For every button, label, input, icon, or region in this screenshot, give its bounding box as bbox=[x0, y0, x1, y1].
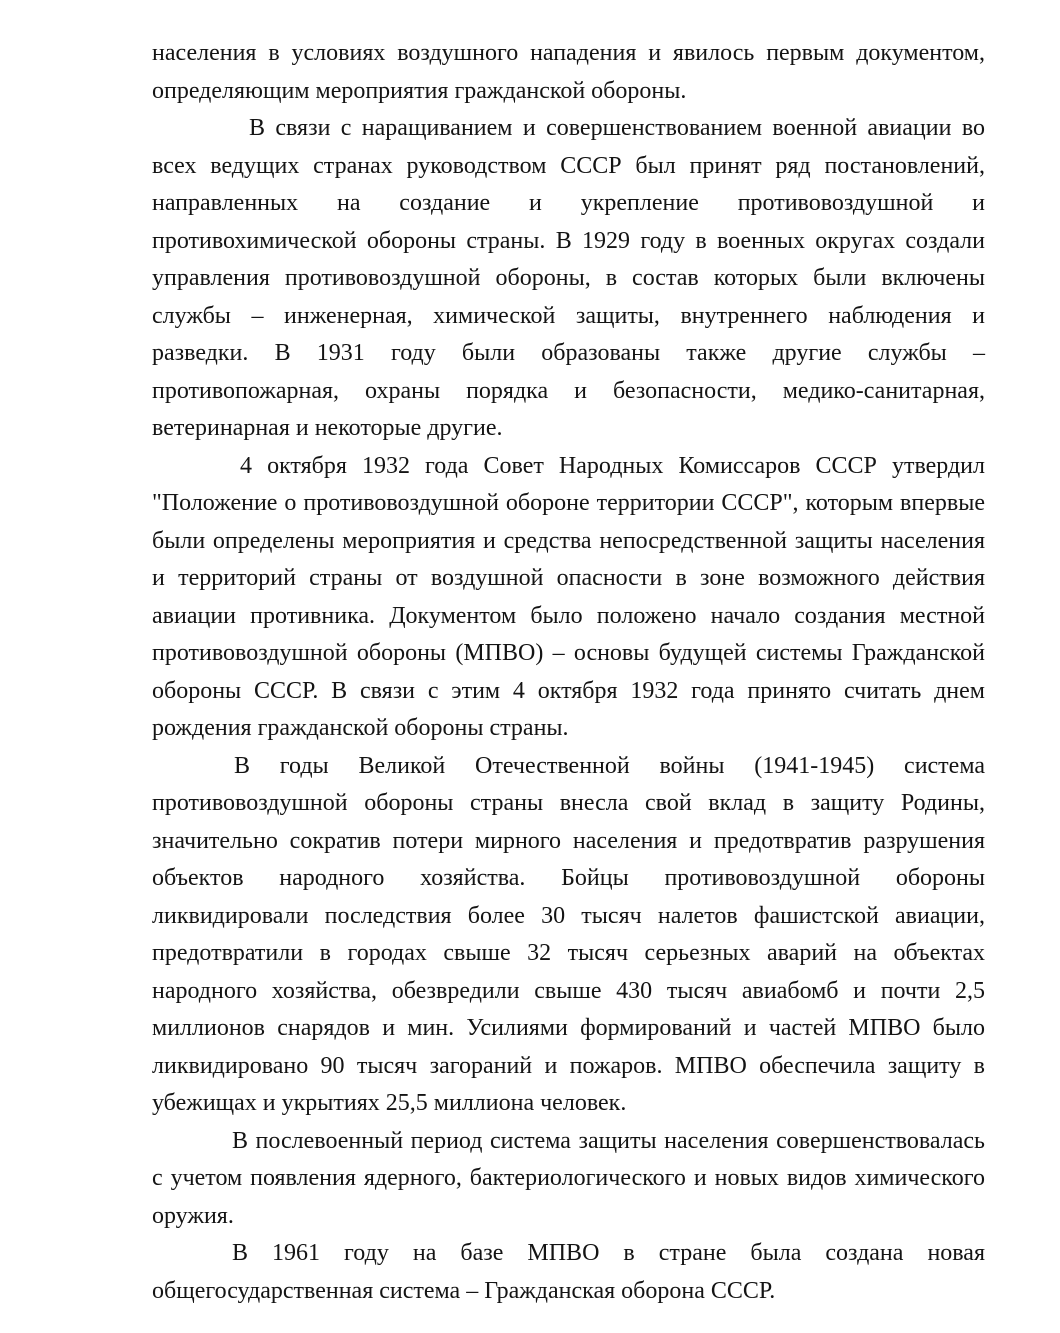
paragraph-1932-regulation: 4 октября 1932 года Совет Народных Комиссаров СССР утвердил "Положение о противовоздушной обороне территории СССР", которым впервые были определены мероприятия и средства непосредственной защиты населения и территорий страны от воздушной опасности в зоне возможного действия авиации противника. Документом было положено начало создания местной противовоздушной обороны (МПВО) – основы будущей системы Гражданской обороны СССР. В связи с этим 4 октября 1932 года принято считать днем рождения гражданской обороны страны. bbox=[152, 452, 985, 741]
document-body bbox=[152, 35, 985, 1310]
paragraph-great-patriotic-war: В годы Великой Отечественной войны (1941-1945) система противовоздушной обороны страны внесла свой вклад в защиту Родины, значительно сократив потери мирного населения и предотвратив разрушения объектов народного хозяйства. Бойцы противовоздушной обороны ликвидировали последствия более 30 тысяч налетов фашистской авиации, предотвратили в городах свыше 32 тысяч серьезных аварий на объектах народного хозяйства, обезвредили свыше 430 тысяч авиабомб и почти 2,5 миллионов снарядов и мин. Усилиями формирований и частей МПВО было ликвидировано 90 тысяч загораний и пожаров. МПВО обеспечила защиту в убежищах и укрытиях 25,5 миллиона человек. bbox=[152, 752, 985, 1116]
paragraph-continuation: населения в условиях воздушного нападения и явилось первым документом, определяющим мероприятия гражданской обороны. bbox=[152, 40, 985, 104]
paragraph-1961-civil-defense: В 1961 году на базе МПВО в стране была создана новая общегосударственная система – Гражданская оборона СССР. bbox=[152, 1240, 985, 1304]
paragraph-postwar-period: В послевоенный период система защиты населения совершенствовалась с учетом появления ядерного, бактериологического и новых видов химического оружия. bbox=[152, 1127, 985, 1229]
paragraph-military-aviation: В связи с наращиванием и совершенствованием военной авиации во всех ведущих странах руководством СССР был принят ряд постановлений, направленных на создание и укрепление противовоздушной и противохимической обороны страны. В 1929 году в военных округах создали управления противовоздушной обороны, в состав которых были включены службы – инженерная, химической защиты, внутреннего наблюдения и разведки. В 1931 году были образованы также другие службы – противопожарная, охраны порядка и безопасности, медико-санитарная, ветеринарная и некоторые другие. bbox=[152, 115, 985, 441]
